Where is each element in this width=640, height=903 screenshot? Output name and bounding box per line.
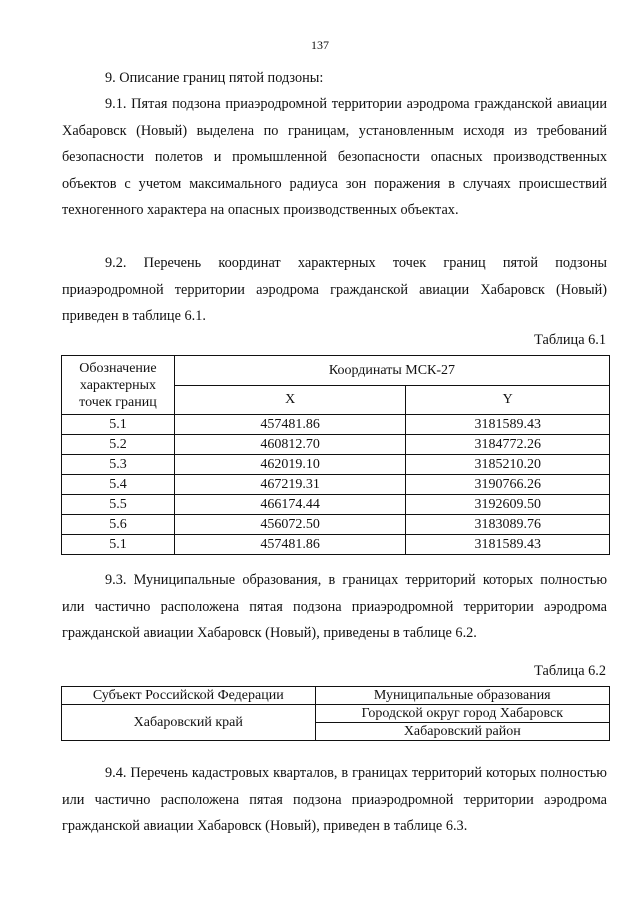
point-cell: 5.3 bbox=[62, 455, 175, 475]
y-column-header: Y bbox=[406, 386, 610, 415]
table-row bbox=[62, 515, 610, 535]
points-column-header: Обозначение характерных точек границ bbox=[62, 356, 175, 415]
table-row bbox=[62, 475, 610, 495]
page-number: 137 bbox=[311, 38, 329, 52]
y-cell: 3181589.43 bbox=[406, 535, 610, 555]
municipalities-column-header: Муниципальные образования bbox=[315, 687, 609, 705]
table-row bbox=[62, 435, 610, 455]
municipalities-table bbox=[61, 686, 610, 741]
municipality-cell: Хабаровский район bbox=[315, 723, 609, 741]
table-row bbox=[62, 495, 610, 515]
point-cell: 5.1 bbox=[62, 535, 175, 555]
municipality-cell: Городской округ город Хабаровск bbox=[315, 705, 609, 723]
x-cell: 462019.10 bbox=[174, 455, 405, 475]
point-cell: 5.4 bbox=[62, 475, 175, 495]
coordinates-header: Координаты МСК-27 bbox=[174, 356, 609, 386]
y-cell: 3183089.76 bbox=[406, 515, 610, 535]
point-cell: 5.1 bbox=[62, 415, 175, 435]
table-row bbox=[62, 535, 610, 555]
paragraph-9-2: 9.2. Перечень координат характерных точек границ пятой подзоны приаэродромной территории аэродрома гражданской авиации Хабаровск (Новый) приведен в таблице 6.1. bbox=[62, 255, 607, 324]
point-cell: 5.2 bbox=[62, 435, 175, 455]
table-6-2-caption: Таблица 6.2 bbox=[534, 663, 606, 679]
y-cell: 3184772.26 bbox=[406, 435, 610, 455]
x-cell: 457481.86 bbox=[174, 535, 405, 555]
paragraph-9-4: 9.4. Перечень кадастровых кварталов, в границах территорий которых полностью или частично расположена пятая подзона приаэродромной территории аэродрома гражданской авиации Хабаровск (Новый), приведен в таблице 6.3. bbox=[62, 765, 607, 834]
point-cell: 5.5 bbox=[62, 495, 175, 515]
subject-column-header: Субъект Российской Федерации bbox=[62, 687, 316, 705]
paragraph-9-1: 9.1. Пятая подзона приаэродромной территории аэродрома гражданской авиации Хабаровск (Новый) выделена по границам, установленным исходя из требований безопасности полетов и промышленной безопасности опасных производственных объектов с учетом максимального радиуса зон поражения в случаях происшествий техногенного характера на опасных производственных объектах. bbox=[62, 96, 607, 218]
x-cell: 456072.50 bbox=[174, 515, 405, 535]
table-row bbox=[62, 455, 610, 475]
y-cell: 3190766.26 bbox=[406, 475, 610, 495]
y-cell: 3192609.50 bbox=[406, 495, 610, 515]
x-cell: 457481.86 bbox=[174, 415, 405, 435]
x-column-header: X bbox=[174, 386, 405, 415]
subject-cell: Хабаровский край bbox=[62, 705, 316, 741]
y-cell: 3185210.20 bbox=[406, 455, 610, 475]
paragraph-9-3: 9.3. Муниципальные образования, в границах территорий которых полностью или частично расположена пятая подзона приаэродромной территории аэродрома гражданской авиации Хабаровск (Новый), приведены в таблице 6.2. bbox=[62, 572, 607, 641]
x-cell: 466174.44 bbox=[174, 495, 405, 515]
point-cell: 5.6 bbox=[62, 515, 175, 535]
x-cell: 467219.31 bbox=[174, 475, 405, 495]
table-row bbox=[62, 415, 610, 435]
coordinates-table bbox=[61, 355, 610, 555]
x-cell: 460812.70 bbox=[174, 435, 405, 455]
table-6-1-caption: Таблица 6.1 bbox=[534, 332, 606, 348]
section-heading: 9. Описание границ пятой подзоны: bbox=[105, 70, 324, 86]
y-cell: 3181589.43 bbox=[406, 415, 610, 435]
